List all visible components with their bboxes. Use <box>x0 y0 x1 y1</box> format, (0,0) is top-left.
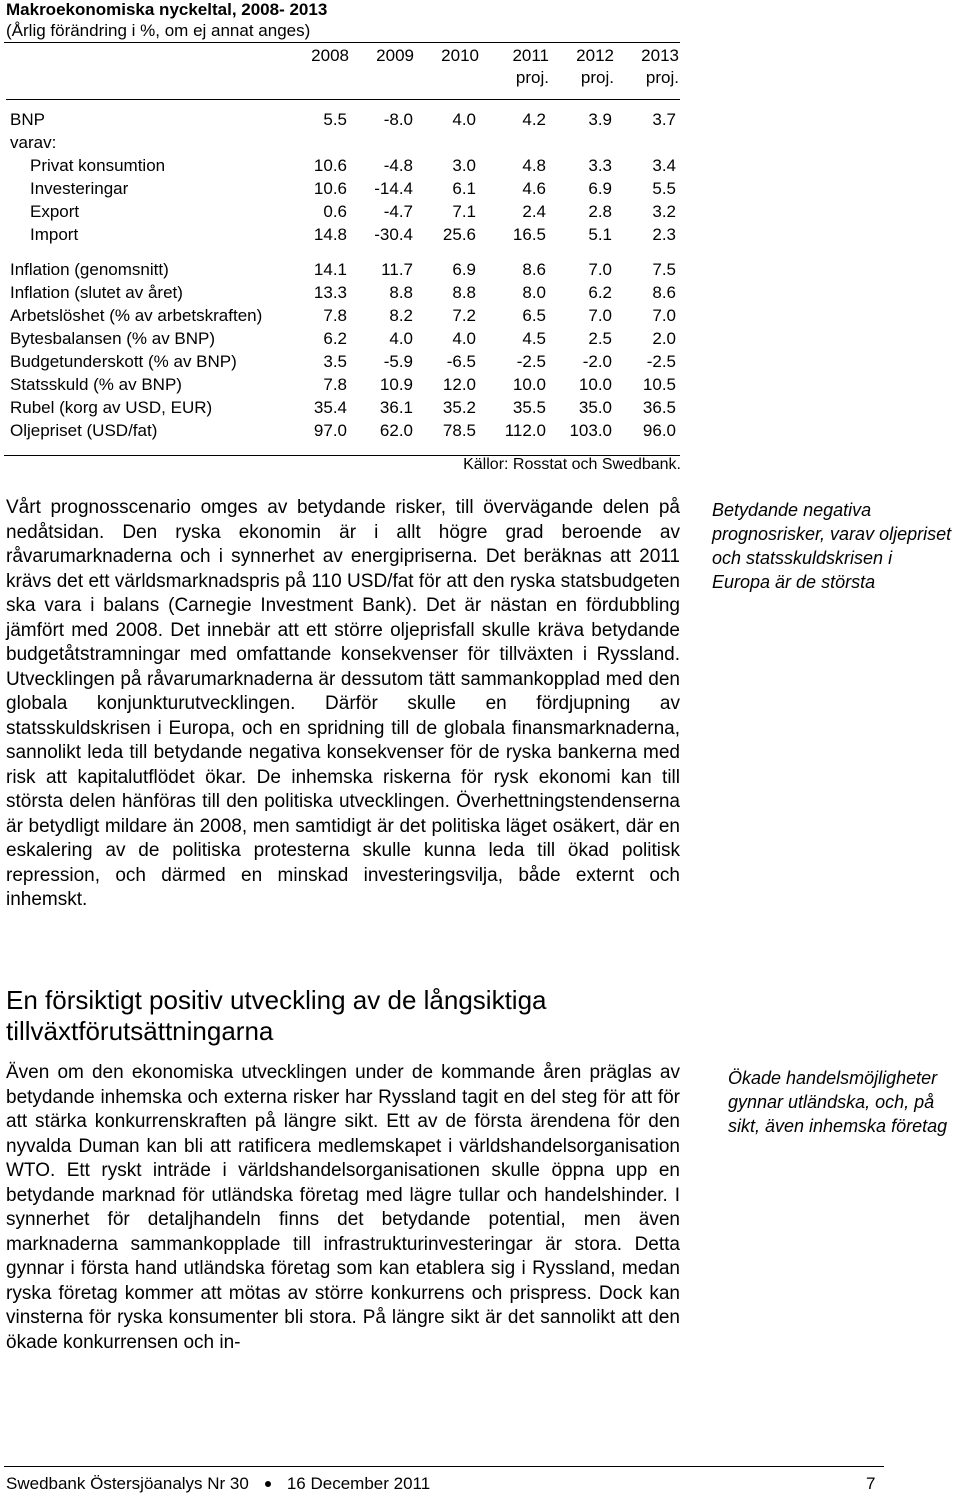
table-row <box>4 396 680 419</box>
table-cell: -5.9 <box>383 352 413 371</box>
table-cell: 7.0 <box>588 306 612 325</box>
table-cell: 2.5 <box>588 329 612 348</box>
table-row <box>4 200 680 223</box>
bullet-icon <box>265 1481 271 1487</box>
key-figures-table <box>4 42 680 456</box>
risk-paragraph: Vårt prognosscenario omges av betydande risker, till övervägande delen på nedåtsidan. Den ryska ekonomin är i allt högre grad beroende av råvarumarknaderna och i synnerhet av energipriserna. Det beräknas att 2011 krävs det ett världsmarknadspris på 110 USD/fat för att den ryska statsbudgeten ska vara i balans (Carnegie Investment Bank). Det är nästan en fördubbling jämfört med 2008. Det innebär att ett större oljeprisfall skulle kräva betydande budgetåtstramningar med omfattande konsekvenser för tillväxten i Ryssland. Utvecklingen på råvarumarknaderna är dessutom tätt sammankopplad med den globala konjunkturutvecklingen. Därför skulle en fördjupning av statsskuldskrisen i Europa, och en spridning till de globala finansmarknaderna, sannolikt leda till betydande negativa konsekvenser för de ryska bankerna med risk att kapitalutflödet ökar. De inhemska riskerna för rysk ekonomi kan till största delen hänföras till den politiska utvecklingen. Överhettningstendenserna är betydligt mildare än 2008, men samtidigt är det politiska läget osäkert, där en eskalering av de politiska protesterna skulle kunna leda till ökad politisk repression, och därmed en minskad investeringsvilja, både externt och inhemskt. <box>6 497 680 910</box>
row-label: Investeringar <box>30 179 129 198</box>
table-cell: -14.4 <box>374 179 413 198</box>
table-cell: 2.8 <box>588 202 612 221</box>
table-cell: 8.8 <box>389 283 413 302</box>
column-header-year: 2011 <box>512 46 549 65</box>
publication-name: Swedbank Östersjöanalys Nr 30 <box>6 1474 249 1493</box>
table-cell: 4.0 <box>452 110 476 129</box>
table-cell: 3.7 <box>652 110 676 129</box>
table-cell: 7.1 <box>452 202 476 221</box>
column-header-year: 2012 <box>576 46 614 65</box>
table-row <box>4 177 680 200</box>
table-cell: 6.2 <box>323 329 347 348</box>
row-label: Privat konsumtion <box>30 156 166 175</box>
table-cell: 35.4 <box>313 398 347 417</box>
page-number: 7 <box>866 1474 876 1493</box>
table-cell: 35.2 <box>442 398 476 417</box>
table-cell: 10.0 <box>512 375 546 394</box>
table-cell: 97.0 <box>313 421 347 440</box>
row-label: Inflation (slutet av året) <box>10 283 183 302</box>
table-cell: 4.5 <box>522 329 546 348</box>
table-cell: -2.0 <box>582 352 612 371</box>
table-row <box>4 258 680 281</box>
table-cell: 7.0 <box>588 260 612 279</box>
table-row <box>4 373 680 396</box>
table-cell: 4.0 <box>452 329 476 348</box>
margin-note-trade: Ökade handelsmöjligheter gynnar utländska, och, på sikt, även inhemska företag <box>728 1068 948 1136</box>
table-cell: 78.5 <box>442 421 476 440</box>
table-cell: 103.0 <box>569 421 612 440</box>
table-cell: -2.5 <box>516 352 546 371</box>
table-cell: 25.6 <box>442 225 476 244</box>
row-label: Budgetunderskott (% av BNP) <box>10 352 237 371</box>
table-cell: 4.0 <box>389 329 413 348</box>
table-cell: 4.8 <box>522 156 546 175</box>
row-label: BNP <box>10 110 45 129</box>
table-cell: 12.0 <box>442 375 476 394</box>
table-cell: 3.3 <box>588 156 612 175</box>
table-cell: 3.9 <box>588 110 612 129</box>
table-cell: 10.6 <box>313 179 347 198</box>
table-cell: 4.6 <box>522 179 546 198</box>
table-cell: 10.5 <box>642 375 676 394</box>
table-cell: 35.5 <box>512 398 546 417</box>
column-header-year: 2008 <box>311 46 349 65</box>
table-cell: 112.0 <box>504 421 546 440</box>
row-label: Bytesbalansen (% av BNP) <box>10 329 216 348</box>
footer-divider <box>4 1466 884 1467</box>
column-header-year: 2009 <box>376 46 414 65</box>
table-cell: 5.5 <box>323 110 347 129</box>
table-row <box>4 131 680 154</box>
table-cell: 14.1 <box>313 260 347 279</box>
footer <box>6 1473 430 1495</box>
table-cell: 36.1 <box>379 398 413 417</box>
table-cell: 35.0 <box>578 398 612 417</box>
table-cell: 10.6 <box>313 156 347 175</box>
table-row <box>4 281 680 304</box>
table-cell: 2.4 <box>522 202 546 221</box>
table-cell: 7.2 <box>452 306 476 325</box>
column-header-year: 2010 <box>441 46 479 65</box>
table-cell: 3.5 <box>323 352 347 371</box>
section-heading: En försiktigt positiv utveckling av de långsiktiga tillväxtförutsättningarna <box>6 985 547 1046</box>
table-cell: 10.0 <box>578 375 612 394</box>
row-label: Import <box>30 225 79 244</box>
table-cell: 8.8 <box>452 283 476 302</box>
table-row <box>4 350 680 373</box>
row-label: Arbetslöshet (% av arbetskraften) <box>10 306 263 325</box>
table-cell: 5.5 <box>652 179 676 198</box>
table-cell: 0.6 <box>323 202 347 221</box>
table-cell: -2.5 <box>646 352 676 371</box>
table-cell: 6.9 <box>452 260 476 279</box>
table-row <box>4 108 680 131</box>
table-row <box>4 327 680 350</box>
column-header-year: 2013 <box>641 46 679 65</box>
table-cell: 6.2 <box>588 283 612 302</box>
table-cell: 14.8 <box>313 225 347 244</box>
table-cell: 3.0 <box>452 156 476 175</box>
growth-paragraph: Även om den ekonomiska utvecklingen under de kommande åren präglas av betydande inhemska och externa risker har Ryssland tagit en del steg för att för att stärka konkurrenskraften på längre sikt. Ett av de första ärendena för den nyvalda Duman kan bli att ratificera medlemskapet i världshandelsorganisation WTO. Ett ryskt inträde i världshandelsorganisationen skulle öppna upp en betydande marknad för utländska företag med lägre tullar och handelshinder. I synnerhet för detaljhandeln finns det betydande potential, men även marknaderna sammankopplade till infrastrukturinvesteringar är stora. Detta gynnar i första hand utländska företag som kan etablera sig i Ryssland, medan ryska företag kommer att mötas av större konkurrens och prispress. Dock kan vinsterna för ryska konsumenter bli stora. På längre sikt är det sannolikt att den ökade konkurrensen och in- <box>6 1062 680 1353</box>
header-divider <box>6 99 680 100</box>
table-subtitle: (Årlig förändring i %, om ej annat anges) <box>6 21 311 40</box>
table-cell: 62.0 <box>379 421 413 440</box>
table-cell: -8.0 <box>383 110 413 129</box>
table-cell: 11.7 <box>381 260 413 279</box>
row-label: Export <box>30 202 80 221</box>
table-cell: 6.1 <box>452 179 476 198</box>
table-cell: 7.8 <box>323 306 347 325</box>
table-row <box>4 419 680 442</box>
table-row <box>4 223 680 246</box>
column-header-note: proj. <box>580 68 614 87</box>
table-cell: 8.2 <box>389 306 413 325</box>
table-cell: 8.0 <box>522 283 546 302</box>
table-row <box>4 154 680 177</box>
publication-date: 16 December 2011 <box>286 1474 431 1493</box>
row-label: Inflation (genomsnitt) <box>10 260 169 279</box>
table-cell: 3.4 <box>652 156 676 175</box>
table-cell: 7.0 <box>652 306 676 325</box>
table-cell: 4.2 <box>522 110 546 129</box>
column-header-note: proj. <box>515 68 549 87</box>
table-row <box>4 304 680 327</box>
row-label: Rubel (korg av USD, EUR) <box>10 398 213 417</box>
table-cell: 10.9 <box>379 375 413 394</box>
column-header-note: proj. <box>645 68 679 87</box>
table-cell: 7.5 <box>652 260 676 279</box>
table-cell: 3.2 <box>652 202 676 221</box>
table-cell: 6.9 <box>588 179 612 198</box>
table-cell: 2.0 <box>652 329 676 348</box>
row-label: Oljepriset (USD/fat) <box>10 421 158 440</box>
table-title: Makroekonomiska nyckeltal, 2008- 2013 <box>6 0 328 19</box>
table-cell: -4.7 <box>383 202 413 221</box>
table-cell: -4.8 <box>383 156 413 175</box>
margin-note-risks: Betydande negativa prognosrisker, varav oljepriset och statsskuldskrisen i Europa är de största <box>712 500 952 592</box>
row-label: varav: <box>10 133 57 152</box>
table-cell: 5.1 <box>588 225 612 244</box>
table-cell: 6.5 <box>522 306 546 325</box>
table-cell: 36.5 <box>642 398 676 417</box>
row-label: Statsskuld (% av BNP) <box>10 375 182 394</box>
table-cell: 8.6 <box>522 260 546 279</box>
table-cell: 7.8 <box>323 375 347 394</box>
table-cell: 96.0 <box>642 421 676 440</box>
table-cell: -30.4 <box>374 225 413 244</box>
table-cell: 2.3 <box>652 225 676 244</box>
table-source: Källor: Rosstat och Swedbank. <box>463 456 681 473</box>
table-cell: 8.6 <box>652 283 676 302</box>
table-cell: 13.3 <box>313 283 347 302</box>
table-cell: -6.5 <box>446 352 476 371</box>
table-cell: 16.5 <box>512 225 546 244</box>
